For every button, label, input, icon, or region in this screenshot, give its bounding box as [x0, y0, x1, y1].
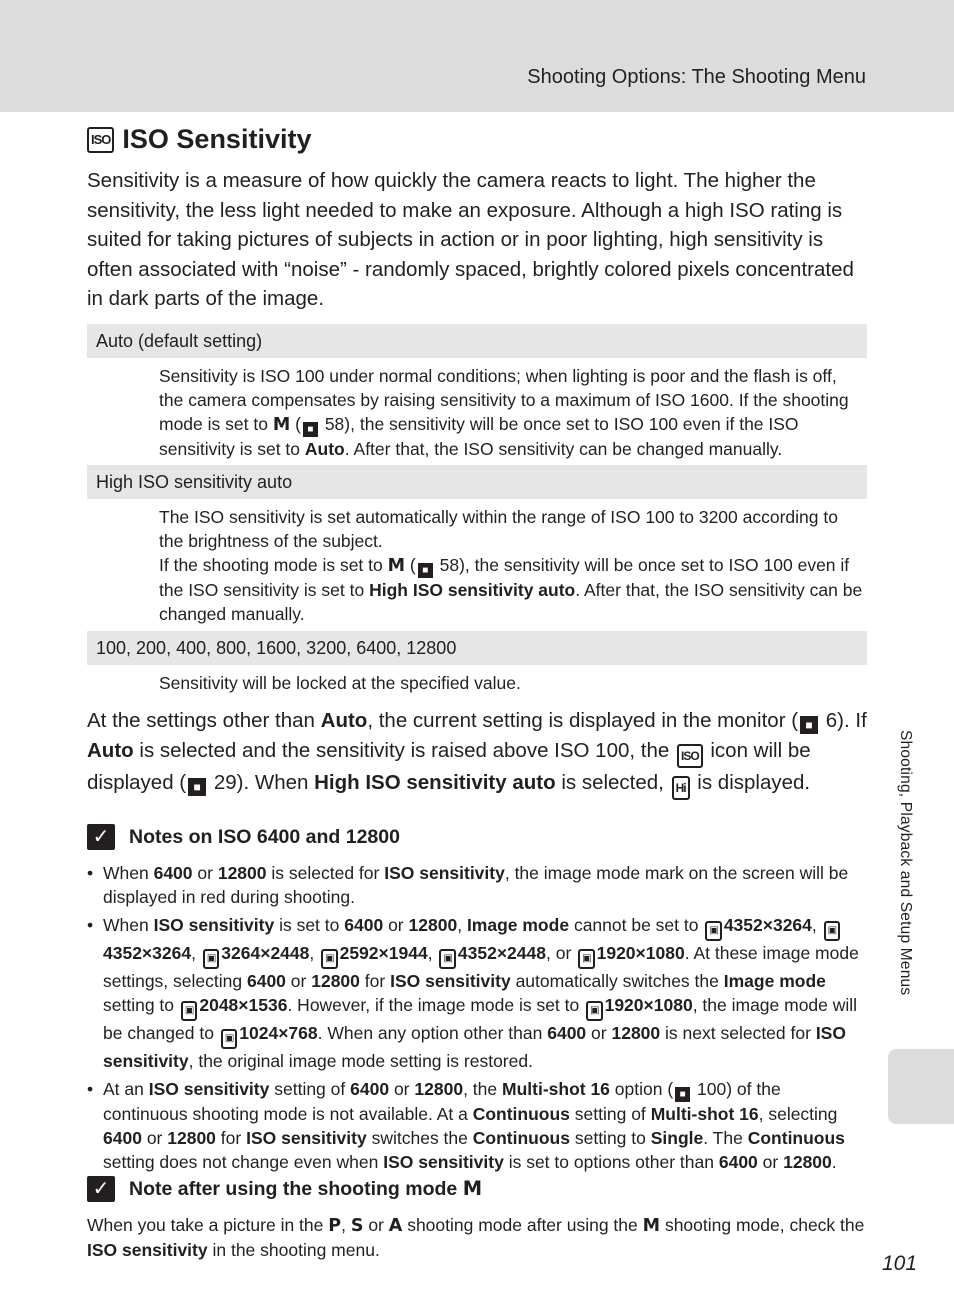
side-section-label: Shooting, Playback and Setup Menus	[897, 730, 914, 996]
intro-paragraph: Sensitivity is a measure of how quickly the camera reacts to light. The higher the sensitivity, the less light needed to make an exposure. Although a high ISO rating is suited for taking pictures of subjects in action or in poor lighting, high sensitivity is often associated with “noise” - randomly spaced, brightly colored pixels concentrated in dark parts of the image.	[87, 169, 854, 310]
list-item: • When 6400 or 12800 is selected for ISO sensitivity, the image mode mark on the screen will be displayed in red during shooting.	[87, 861, 867, 909]
note-heading-iso: ✓ Notes on ISO 6400 and 12800	[87, 824, 400, 850]
checkmark-icon: ✓	[87, 824, 115, 850]
option-label: 100, 200, 400, 800, 1600, 3200, 6400, 12800	[96, 638, 457, 658]
image-mode-icon: ▣	[181, 1001, 197, 1021]
settings-paragraph: At the settings other than Auto, the current setting is displayed in the monitor ( ■ 6). If Auto is selected and the sensitivity is raised above ISO 100, the ISO icon will be displayed ( ■ 29). When High ISO sensitivity auto is selected, Hi is displayed.	[87, 706, 877, 800]
checkmark-icon: ✓	[87, 1176, 115, 1202]
page-title	[87, 124, 311, 155]
option-bar-high-iso	[87, 465, 867, 499]
option-label: Auto (default setting)	[96, 331, 263, 351]
ref-page-icon: ■	[418, 563, 433, 578]
image-mode-icon: ▣	[203, 949, 219, 969]
shutter-priority-mode-icon: S	[350, 1216, 364, 1236]
page-title-text: ISO Sensitivity	[122, 124, 312, 154]
image-mode-icon: ▣	[321, 949, 337, 969]
manual-mode-icon: M	[272, 415, 291, 435]
notes-list	[87, 861, 867, 1178]
iso-icon: ISO	[677, 744, 703, 768]
ref-page-icon: ■	[303, 422, 318, 437]
ref-page-icon: ■	[675, 1087, 690, 1102]
manual-mode-icon: M	[462, 1177, 483, 1200]
option-desc-values: Sensitivity will be locked at the specified value.	[159, 673, 521, 693]
note-body-manual: When you take a picture in the P, S or A shooting mode after using the M shooting mode, check the ISO sensitivity in the shooting menu.	[87, 1215, 865, 1260]
manual-mode-icon: M	[642, 1216, 661, 1236]
page-number: 101	[882, 1252, 918, 1275]
option-desc-auto: Sensitivity is ISO 100 under normal conditions; when lighting is poor and the flash is off, the camera compensates by raising sensitivity to a maximum of ISO 1600. If the shooting mode is set to M ( ■ 58), the sensitivity will be once set to ISO 100 even if the ISO sensitivity is set to Auto. After that, the ISO sensitivity can be changed manually.	[159, 366, 849, 459]
aperture-priority-mode-icon: A	[388, 1216, 403, 1236]
option-label: High ISO sensitivity auto	[96, 472, 293, 492]
image-mode-icon: ▣	[586, 1001, 602, 1021]
section-header: Shooting Options: The Shooting Menu	[527, 66, 866, 88]
option-bar-values	[87, 631, 867, 665]
image-mode-icon: ▣	[439, 949, 455, 969]
side-tab	[888, 1049, 954, 1124]
option-bar-auto	[87, 324, 867, 358]
list-item: • At an ISO sensitivity setting of 6400 or 12800, the Multi-shot 16 option ( ■ 100) of the continuous shooting mode is not available. At a Continuous setting of Multi-shot 16, selecting 6400 or 12800 for ISO sensitivity switches the Continuous setting to Single. The Continuous setting does not change even when ISO sensitivity is set to options other than 6400 or 12800.	[87, 1077, 867, 1174]
image-mode-icon: ▣	[824, 921, 840, 941]
image-mode-icon: ▣	[578, 949, 594, 969]
header-band	[0, 0, 954, 112]
hi-iso-icon: Hi	[672, 776, 690, 800]
option-desc-high-iso: The ISO sensitivity is set automatically within the range of ISO 100 to 3200 according to the brightness of the subject. If the shooting mode is set to M ( ■ 58), the sensitivity will be once set to ISO 100 even if the ISO sensitivity is set to High ISO sensitivity auto. After that, the ISO sensitivity can be changed manually.	[159, 507, 863, 624]
list-item: • When ISO sensitivity is set to 6400 or 12800, Image mode cannot be set to ▣ 4352×3264, ▣4352×3264, ▣ 3264×2448, ▣ 2592×1944, ▣ 4352×2448, or ▣ 1920×1080. At these image mode settings, selecting 6400 or 12800 for ISO sensitivity automatically switches the Image mode setting to ▣ 2048×1536. However, if the image mode is set to ▣ 1920×1080, the image mode will be changed to ▣ 1024×768. When any option other than 6400 or 12800 is next selected for ISO sensitivity, the original image mode setting is restored.	[87, 913, 867, 1073]
image-mode-icon: ▣	[705, 921, 721, 941]
ref-page-icon: ■	[188, 778, 206, 796]
ref-page-icon: ■	[800, 716, 818, 734]
program-mode-icon: P	[328, 1216, 342, 1236]
manual-mode-icon: M	[387, 556, 406, 576]
note-heading-manual: ✓ Note after using the shooting mode M	[87, 1176, 482, 1202]
iso-icon: ISO	[87, 127, 114, 153]
pc-mode-icon: ▣	[221, 1029, 237, 1049]
